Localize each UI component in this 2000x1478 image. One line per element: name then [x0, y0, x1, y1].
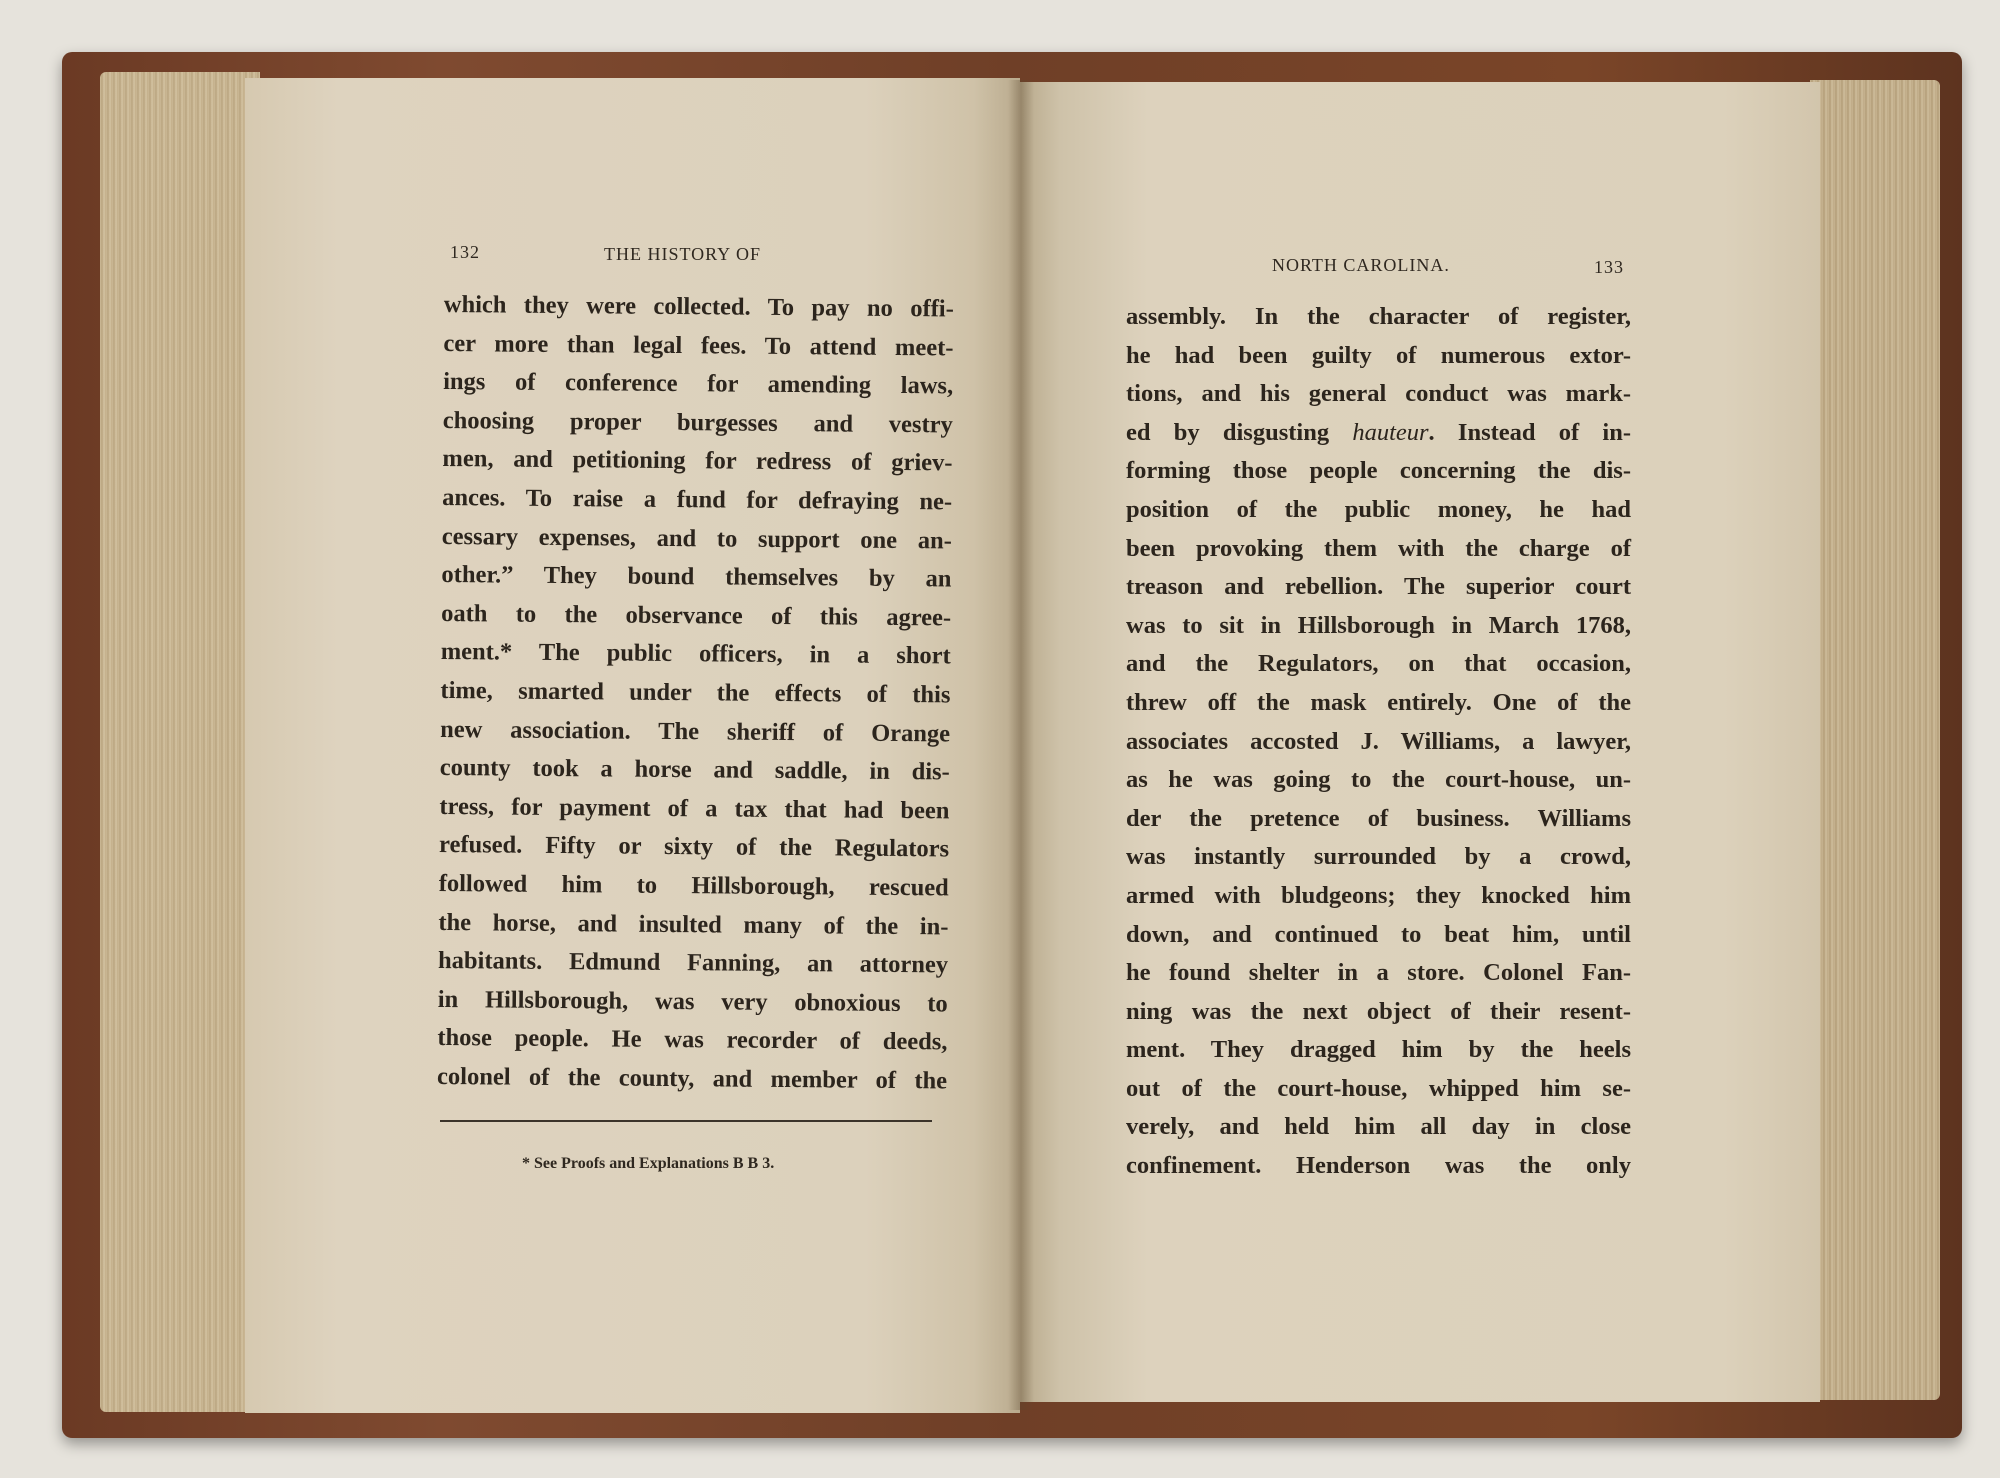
- right-text-line: tions, and his general conduct was mark-: [1126, 380, 1631, 408]
- right-text-line: position of the public money, he had: [1126, 495, 1631, 523]
- right-text-line: threw off the mask entirely. One of the: [1126, 688, 1631, 716]
- left-text-line: men, and petitioning for redress of griev-: [442, 445, 953, 477]
- right-text-line: treason and rebellion. The superior court: [1126, 573, 1631, 601]
- left-text-line: ings of conference for amending laws,: [443, 368, 954, 400]
- left-text-line: the horse, and insulted many of the in-: [438, 908, 949, 940]
- left-running-head: THE HISTORY OF: [604, 244, 762, 264]
- left-text-line: ment.* The public officers, in a short: [440, 638, 951, 670]
- right-text-line: he found shelter in a store. Colonel Fan-: [1126, 959, 1631, 987]
- left-text-line: those people. He was recorder of deeds,: [437, 1024, 948, 1056]
- left-text-line: other.” They bound themselves by an: [441, 561, 952, 593]
- right-text-line: as he was going to the court-house, un-: [1126, 766, 1631, 794]
- left-text-line: choosing proper burgesses and vestry: [442, 406, 953, 439]
- right-text-line: armed with bludgeons; they knocked him: [1126, 881, 1631, 909]
- left-text-line: in Hillsborough, was very obnoxious to: [437, 985, 948, 1018]
- left-page-edges: [100, 72, 260, 1412]
- right-text-line: was to sit in Hillsborough in March 1768,: [1126, 611, 1631, 639]
- right-text-line: verely, and held him all day in close: [1126, 1113, 1631, 1141]
- left-text-line: colonel of the county, and member of the: [436, 1062, 948, 1095]
- left-text-line: followed him to Hillsborough, rescued: [438, 869, 949, 902]
- left-footnote: * See Proofs and Explanations B B 3.: [522, 1155, 775, 1172]
- left-text-line: cer more than legal fees. To attend meet-: [443, 329, 954, 362]
- right-text-line: ning was the next object of their resent-: [1126, 997, 1631, 1025]
- left-text-line: oath to the observance of this agree-: [441, 599, 952, 632]
- left-text-line: refused. Fifty or sixty of the Regulators: [439, 831, 950, 863]
- right-text-line: der the pretence of business. Williams: [1126, 804, 1631, 832]
- left-page-body: [437, 286, 954, 1101]
- right-running-head: NORTH CAROLINA.: [1272, 255, 1450, 275]
- right-text-line: was instantly surrounded by a crowd,: [1126, 843, 1631, 871]
- right-text-line: down, and continued to beat him, until: [1126, 920, 1631, 948]
- right-text-line: associates accosted J. Williams, a lawyer,: [1126, 727, 1631, 755]
- right-text-line: confinement. Henderson was the only: [1126, 1152, 1631, 1180]
- left-text-line: new association. The sheriff of Orange: [440, 715, 951, 747]
- right-page-number: 133: [1594, 257, 1624, 277]
- left-text-line: time, smarted under the effects of this: [440, 676, 951, 709]
- right-text-line: been provoking them with the charge of: [1126, 534, 1631, 562]
- right-page-body: [1126, 298, 1631, 1186]
- left-text-line: county took a horse and saddle, in dis-: [439, 754, 950, 786]
- left-text-line: tress, for payment of a tax that had been: [439, 792, 950, 825]
- right-text-line: ed by disgusting hauteur. Instead of in-: [1126, 418, 1631, 446]
- footnote-rule: [440, 1120, 932, 1122]
- right-text-line: and the Regulators, on that occasion,: [1126, 650, 1631, 678]
- left-text-line: habitants. Edmund Fanning, an attorney: [437, 947, 949, 979]
- right-text-line: out of the court-house, whipped him se-: [1126, 1074, 1631, 1102]
- right-text-line: forming those people concerning the dis-: [1126, 457, 1631, 485]
- right-text-line: assembly. In the character of register,: [1126, 303, 1631, 330]
- right-page-edges: [1810, 80, 1940, 1400]
- right-text-line: he had been guilty of numerous extor-: [1126, 341, 1631, 369]
- right-text-line: ment. They dragged him by the heels: [1126, 1036, 1631, 1064]
- book-gutter: [1008, 80, 1034, 1410]
- left-text-line: which they were collected. To pay no offi-: [443, 290, 954, 323]
- left-text-line: cessary expenses, and to support one an-: [441, 522, 952, 555]
- left-page-number: 132: [450, 242, 480, 262]
- left-text-line: ances. To raise a fund for defraying ne-: [442, 483, 953, 516]
